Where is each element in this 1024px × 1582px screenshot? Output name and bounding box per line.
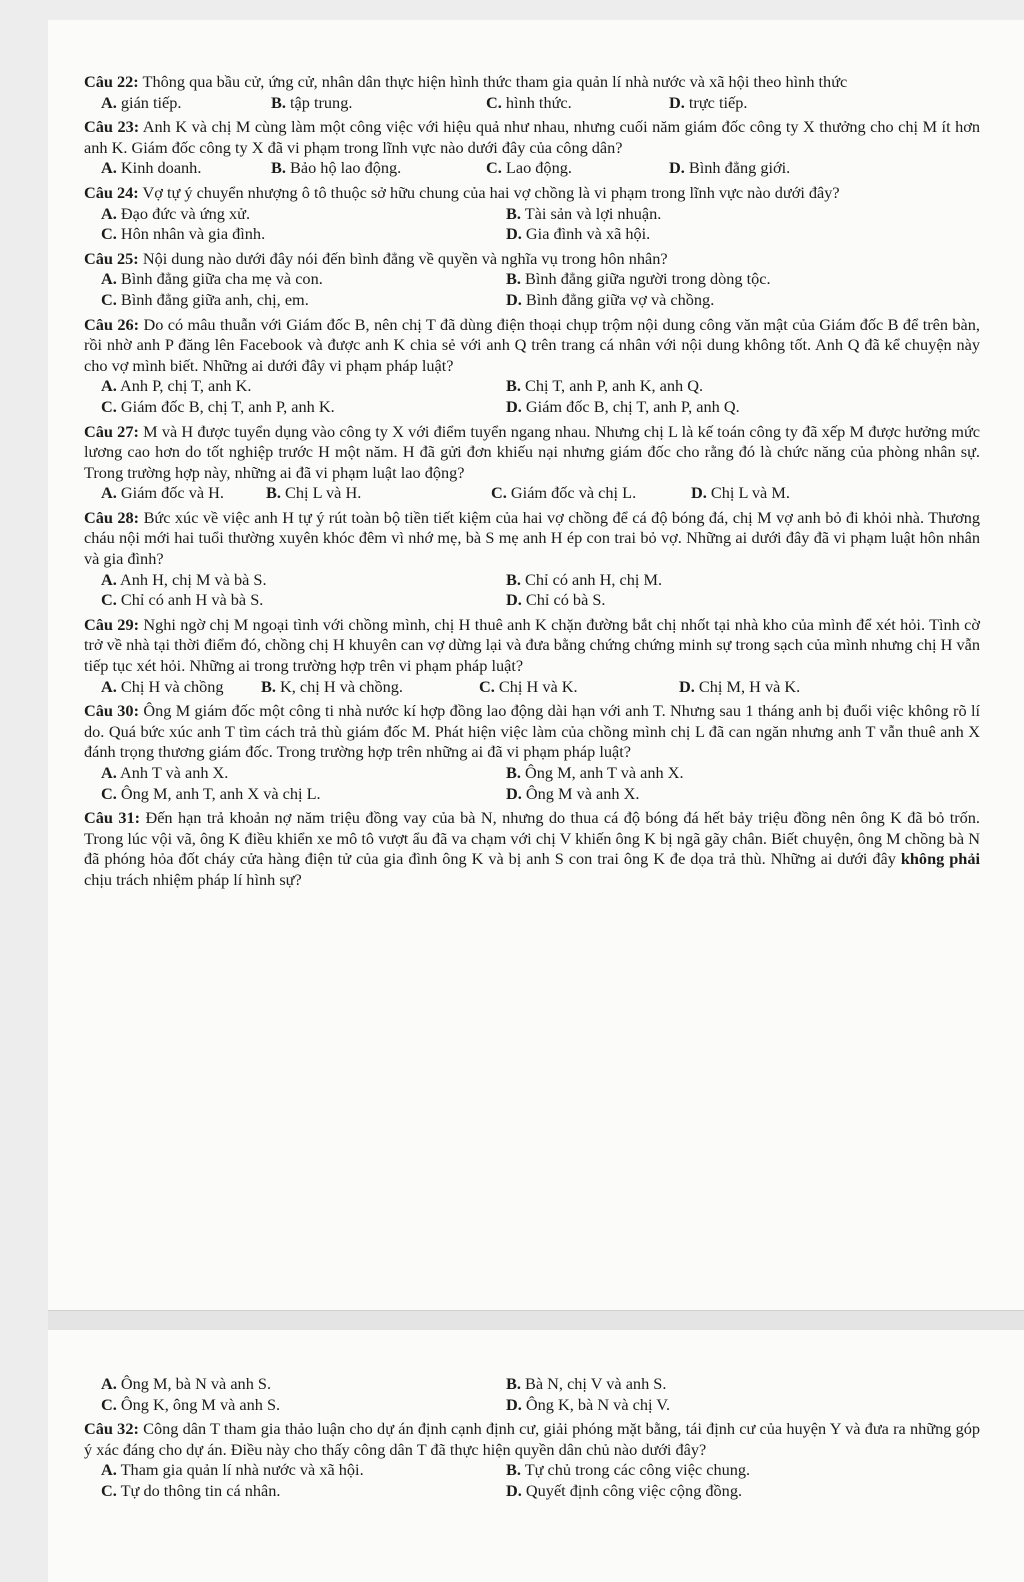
questions-section-continued [84, 1374, 980, 1503]
q32-option-c: C. Tự do thông tin cá nhân. [101, 1480, 281, 1500]
q25-option-c: C. Bình đẳng giữa anh, chị, em. [101, 289, 309, 309]
q23-option-d: D. Bình đẳng giới. [669, 158, 791, 178]
q32-option-d: D. Quyết định công việc cộng đồng. [506, 1480, 743, 1500]
q29-option-c: C. Chị H và K. [479, 676, 578, 696]
q25-option-d: D. Bình đẳng giữa vợ và chồng. [506, 289, 715, 309]
q28-option-a: A. Anh H, chị M và bà S. [101, 569, 267, 589]
question-text: Anh K và chị M cùng làm một công việc với hiệu quả như nhau, nhưng cuối năm giám đốc công ty X thưởng cho chị M ít hơn anh K. Giám đốc công ty X đã vi phạm trong lĩnh vực nào dưới đây của công dân? [84, 117, 980, 157]
q29-option-a: A. Chị H và chồng [101, 676, 224, 696]
q24-option-a: A. Đạo đức và ứng xử. [101, 203, 251, 223]
question-text: Đến hạn trả khoản nợ năm triệu đồng vay của bà N, nhưng do thua cá độ bóng đá hết bảy triệu đồng nên ông K đã bỏ trốn. Trong lúc vội vã, ông K điều khiển xe mô tô vượt ẩu đã va chạm với chị V khiến ông K bị ngã gãy chân. Biết chuyện, ông M chồng bà N đã phóng hỏa đốt cháy cửa hàng điện tử của gia đình ông K và bị anh S con trai ông K đe dọa trả thù. Những ai dưới đây [84, 808, 980, 869]
q31-option-c: C. Ông K, ông M và anh S. [101, 1394, 281, 1414]
q26-option-d: D. Giám đốc B, chị T, anh P, anh Q. [506, 396, 740, 416]
q26-option-a: A. Anh P, chị T, anh K. [101, 376, 252, 396]
question-text: Do có mâu thuẫn với Giám đốc B, nên chị T đã dùng điện thoại chụp trộm nội dung công văn mật của Giám đốc B để trên bàn, rồi nhờ anh P đăng lên Facebook và được anh K chia sẻ với anh Q trên trang cá nhân với nội dung không tốt. Anh Q đã kể chuyện này cho vợ mình biết. Những ai dưới đây vi phạm pháp luật? [84, 314, 980, 375]
question-32: Câu 32: Công dân T tham gia thảo luận cho dự án định cạnh định cư, giải phóng mặt bằng, tái định cư của huyện Y và đưa ra những góp ý xác đáng cho dự án. Điều này cho thấy công dân T đã thực hiện quyền dân chủ nào dưới đây? [84, 1419, 980, 1459]
q29-options [84, 677, 980, 698]
q32-options [84, 1460, 980, 1501]
questions-section [84, 72, 980, 894]
question-text: M và H được tuyển dụng vào công ty X với điểm tuyển ngang nhau. Nhưng chị L là kế toán công ty đã xếp M được hưởng mức lương cao hơn do tốt nghiệp trước H một năm. H đã gửi đơn khiếu nại nhưng giám đốc cho rằng đó là chức năng của phòng nhân sự. Trong trường hợp này, những ai đã vi phạm luật lao động? [84, 421, 981, 482]
question-29 [84, 615, 980, 677]
question-22 [84, 72, 980, 93]
q32-option-b: B. Tự chủ trong các công việc chung. [506, 1460, 751, 1480]
question-label: Câu 28: [84, 507, 140, 527]
q27-option-d: D. Chị L và M. [691, 483, 790, 503]
q32-option-a: A. Tham gia quản lí nhà nước và xã hội. [101, 1460, 364, 1480]
question-text-emphasis: không phải [900, 849, 980, 869]
page-divider [48, 1310, 1024, 1332]
question-label: Câu 22: [84, 72, 139, 91]
question-25 [84, 249, 980, 270]
q30-options [84, 763, 980, 804]
question-31 [84, 808, 980, 890]
question-label: Câu 23: [84, 117, 140, 137]
question-24 [84, 183, 980, 204]
q29-option-b: B. K, chị H và chồng. [261, 676, 403, 696]
q24-options [84, 204, 980, 245]
q25-options [84, 269, 980, 310]
question-label: Câu 24: [84, 182, 139, 202]
question-30 [84, 701, 980, 763]
q25-option-a: A. Bình đẳng giữa cha mẹ và con. [101, 269, 323, 289]
q27-option-a: A. Giám đốc và H. [101, 483, 224, 503]
question-text: Thông qua bầu cử, ứng cử, nhân dân thực hiện hình thức tham gia quản lí nhà nước và xã hội theo hình thức [142, 72, 848, 91]
question-text-end: chịu trách nhiệm pháp lí hình sự? [84, 869, 302, 889]
q22-option-a: A. gián tiếp. [101, 92, 182, 112]
q22-option-b: B. tập trung. [271, 92, 353, 112]
q31-option-b: B. Bà N, chị V và anh S. [506, 1374, 667, 1393]
q28-option-b: B. Chỉ có anh H, chị M. [506, 569, 663, 589]
question-label: Câu 26: [84, 314, 140, 334]
q31-options [84, 1374, 980, 1415]
question-label: Câu 25: [84, 248, 139, 268]
q26-options [84, 376, 980, 417]
q30-option-c: C. Ông M, anh T, anh X và chị L. [101, 783, 321, 803]
q31-option-a: A. Ông M, bà N và anh S. [101, 1374, 272, 1393]
q22-option-d: D. trực tiếp. [669, 92, 748, 112]
question-text: Nghi ngờ chị M ngoại tình với chồng mình, chị H thuê anh K chặn đường bắt chị nhốt tại nhà kho của mình để xét hỏi. Tình cờ trở về nhà tại thời điểm đó, chồng chị H khuyên can vợ dừng lại và đưa bằng chứng chứng minh sự trong sạch của mình nhưng chị H vẫn tiếp tục xét hỏi. Những ai trong trường hợp trên vi phạm pháp luật? [84, 614, 981, 676]
q24-option-d: D. Gia đình và xã hội. [506, 224, 651, 244]
q28-option-d: D. Chỉ có bà S. [506, 590, 606, 610]
q30-option-b: B. Ông M, anh T và anh X. [506, 763, 684, 782]
question-text: Nội dung nào dưới đây nói đến bình đẳng về quyền và nghĩa vụ trong hôn nhân? [142, 248, 668, 268]
question-text: Vợ tự ý chuyển nhượng ô tô thuộc sở hữu chung của hai vợ chồng là vi phạm trong lĩnh vực nào dưới đây? [142, 182, 840, 202]
question-text: Ông M giám đốc một công ti nhà nước kí hợp đồng lao động dài hạn với anh T. Nhưng sau 1 tháng anh bị đuổi việc không rõ lí do. Quá bức xúc anh T tìm cách trả thù giám đốc M. Phát hiện việc làm của chồng mình chị L đã can ngăn nhưng anh T vẫn thuê anh X đánh trọng thương giám đốc. Trong trường hợp trên những ai đã vi phạm pháp luật? [84, 701, 980, 762]
q29-option-d: D. Chị M, H và K. [679, 676, 801, 696]
q28-option-c: C. Chỉ có anh H và bà S. [101, 590, 264, 610]
q24-option-b: B. Tài sản và lợi nhuận. [506, 203, 662, 223]
question-26 [84, 315, 980, 377]
q22-option-c: C. hình thức. [486, 92, 572, 112]
q27-option-c: C. Giám đốc và chị L. [491, 483, 637, 503]
q31-option-d: D. Ông K, bà N và chị V. [506, 1394, 671, 1414]
q23-option-c: C. Lao động. [486, 158, 572, 178]
q28-options [84, 570, 980, 611]
question-28 [84, 508, 980, 570]
q27-option-b: B. Chị L và H. [266, 483, 362, 503]
q30-option-a: A. Anh T và anh X. [101, 763, 229, 782]
question-label: Câu 27: [84, 421, 139, 441]
question-text: Bức xúc về việc anh H tự ý rút toàn bộ tiền tiết kiệm của hai vợ chồng để cá độ bóng đá, chị M vợ anh bỏ đi khỏi nhà. Thương cháu nội mới hai tuổi thường xuyên khóc đêm vì nhớ mẹ, bà S mẹ anh H ép con trai bỏ vợ. Những ai dưới đây đã vi phạm luật hôn nhân và gia đình? [84, 507, 980, 569]
q23-options [84, 158, 980, 179]
q24-option-c: C. Hôn nhân và gia đình. [101, 224, 266, 244]
q26-option-b: B. Chị T, anh P, anh K, anh Q. [506, 376, 704, 396]
question-23 [84, 117, 980, 158]
question-label: Câu 31: [84, 808, 141, 828]
question-27 [84, 422, 980, 484]
question-label: Câu 29: [84, 614, 140, 634]
q22-options [84, 93, 980, 114]
q23-option-b: B. Bảo hộ lao động. [271, 158, 402, 178]
q26-option-c: C. Giám đốc B, chị T, anh P, anh K. [101, 396, 335, 416]
q30-option-d: D. Ông M và anh X. [506, 783, 640, 803]
question-label: Câu 30: [84, 701, 139, 721]
q27-options [84, 483, 980, 504]
q23-option-a: A. Kinh doanh. [101, 158, 202, 178]
q25-option-b: B. Bình đẳng giữa người trong dòng tộc. [506, 269, 771, 289]
